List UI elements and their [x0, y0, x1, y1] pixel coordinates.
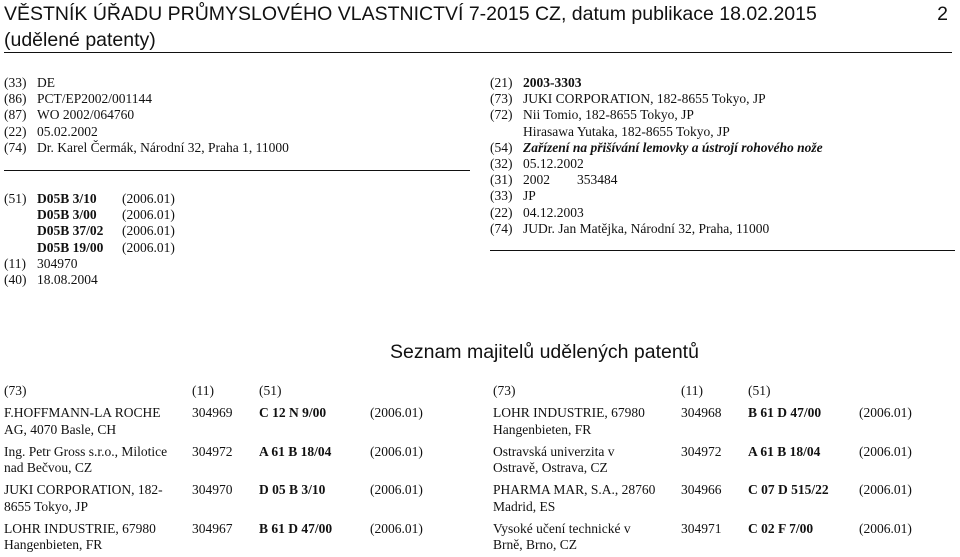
inid-code: (33) — [4, 75, 27, 90]
inid-code: (51) — [4, 191, 27, 206]
ipc-row — [4, 240, 474, 256]
record-value: JUDr. Jan Matějka, Národní 32, Praha, 11000 — [523, 220, 770, 236]
patent-number: 304968 — [681, 405, 722, 420]
patent-number: 304969 — [192, 405, 233, 420]
record-value: Nii Tomio, 182-8655 Tokyo, JP — [523, 107, 694, 123]
inid-code: (33) — [490, 188, 513, 204]
record-row — [4, 124, 474, 140]
record-value: 05.12.2002 — [523, 155, 584, 171]
record-value: JP — [523, 188, 536, 204]
owners-table-left — [4, 383, 474, 553]
record-row — [490, 75, 955, 91]
column-header: (51) — [259, 383, 282, 398]
record-value: 04.12.2003 — [523, 204, 584, 220]
inid-code: (54) — [490, 139, 513, 155]
owner-name: Vysoké učení technické v Brně, Brno, CZ — [493, 520, 631, 552]
owner-row — [493, 405, 960, 441]
patent-number: 304966 — [681, 482, 722, 497]
inid-code: (22) — [4, 123, 27, 139]
owner-name: LOHR INDUSTRIE, 67980 Hangenbieten, FR — [493, 405, 645, 437]
record-value: Zařízení na přišívání lemovky a ústrojí rohového nože — [523, 139, 823, 155]
record-value: Dr. Karel Čermák, Národní 32, Praha 1, 11000 — [37, 139, 289, 155]
right-patent-record — [490, 75, 955, 237]
owner-row — [4, 405, 474, 441]
owner-row — [4, 444, 474, 480]
record-value: JUKI CORPORATION, 182-8655 Tokyo, JP — [523, 91, 766, 107]
ipc-date: (2006.01) — [859, 443, 912, 459]
inid-code: (87) — [4, 107, 27, 123]
record-row — [4, 140, 474, 156]
ipc-class: C 12 N 9/00 — [259, 405, 327, 420]
column-header: (11) — [681, 383, 703, 398]
ipc-date: (2006.01) — [859, 520, 912, 536]
record-value: 18.08.2004 — [37, 272, 98, 288]
ipc-class: A 61 B 18/04 — [259, 443, 332, 459]
record-row — [490, 140, 955, 156]
patent-number: 304970 — [192, 482, 233, 497]
column-header: (73) — [493, 383, 516, 398]
record-row — [490, 172, 955, 188]
record-value: DE — [37, 75, 55, 90]
right-record-divider — [490, 250, 955, 251]
owner-row — [4, 521, 474, 557]
inid-code: (86) — [4, 91, 27, 107]
owner-row — [493, 444, 960, 480]
bulletin-subtitle: (udělené patenty) — [4, 29, 156, 51]
owners-table-right — [493, 383, 960, 553]
inid-code: (22) — [490, 204, 513, 220]
ipc-class: B 61 D 47/00 — [748, 405, 822, 420]
record-row — [490, 124, 955, 140]
inid-code: (31) — [490, 172, 513, 188]
column-header: (73) — [4, 383, 27, 398]
record-row — [4, 75, 474, 91]
owner-name: Ing. Petr Gross s.r.o., Milotice nad Bečvou, CZ — [4, 443, 168, 475]
inid-code: (32) — [490, 155, 513, 171]
bulletin-title: VĚSTNÍK ÚŘADU PRŮMYSLOVÉHO VLASTNICTVÍ 7-2015 CZ, datum publikace 18.02.2015 — [4, 3, 817, 25]
ipc-class: D 05 B 3/10 — [259, 482, 326, 497]
patent-number: 304972 — [192, 443, 233, 459]
record-row — [490, 91, 955, 107]
owner-name: F.HOFFMANN-LA ROCHE AG, 4070 Basle, CH — [4, 405, 161, 437]
ipc-date: (2006.01) — [859, 482, 912, 497]
ipc-class: D05B 3/00 — [37, 207, 97, 223]
record-value: 2003-3303 — [523, 75, 582, 90]
owner-row — [4, 482, 474, 518]
ipc-date: (2006.01) — [122, 223, 175, 239]
ipc-class: D05B 19/00 — [37, 239, 104, 255]
ipc-class: C 07 D 515/22 — [748, 482, 829, 497]
owner-name: JUKI CORPORATION, 182-8655 Tokyo, JP — [4, 482, 163, 514]
ipc-date: (2006.01) — [370, 443, 423, 459]
left-record-divider — [4, 170, 470, 171]
owner-row — [493, 482, 960, 518]
header-divider — [4, 52, 952, 53]
record-value: Hirasawa Yutaka, 182-8655 Tokyo, JP — [523, 123, 730, 139]
ipc-row — [4, 191, 474, 207]
ipc-row — [4, 207, 474, 223]
page-number: 2 — [937, 3, 948, 25]
ipc-class: D05B 3/10 — [37, 191, 97, 206]
record-row — [4, 91, 474, 107]
record-row — [490, 221, 955, 237]
record-value: 05.02.2002 — [37, 123, 98, 139]
ipc-date: (2006.01) — [370, 482, 423, 497]
record-value: WO 2002/064760 — [37, 107, 135, 123]
owner-name: LOHR INDUSTRIE, 67980 Hangenbieten, FR — [4, 520, 156, 552]
patent-number: 304971 — [681, 520, 722, 536]
record-row — [4, 272, 474, 288]
record-value: 2002 353484 — [523, 172, 618, 188]
ipc-row — [4, 223, 474, 239]
owner-name: Ostravská univerzita v Ostravě, Ostrava, CZ — [493, 443, 615, 475]
inid-code: (21) — [490, 75, 513, 90]
record-row — [490, 156, 955, 172]
inid-code: (11) — [4, 256, 26, 271]
ipc-date: (2006.01) — [370, 405, 423, 420]
patent-number: 304967 — [192, 520, 233, 536]
owner-row — [493, 521, 960, 557]
inid-code: (73) — [490, 91, 513, 107]
record-row — [4, 256, 474, 272]
column-header: (11) — [192, 383, 214, 398]
inid-code: (40) — [4, 272, 27, 288]
record-row — [4, 107, 474, 123]
patent-number: 304972 — [681, 443, 722, 459]
ipc-date: (2006.01) — [370, 520, 423, 536]
column-header: (51) — [748, 383, 771, 398]
record-value: PCT/EP2002/001144 — [37, 91, 153, 107]
inid-code: (74) — [4, 139, 27, 155]
inid-code: (72) — [490, 107, 513, 123]
ipc-class: A 61 B 18/04 — [748, 443, 821, 459]
ipc-class: B 61 D 47/00 — [259, 520, 333, 536]
record-value: 304970 — [37, 256, 78, 271]
owners-list-title: Seznam majitelů udělených patentů — [390, 341, 699, 363]
owner-name: PHARMA MAR, S.A., 28760 Madrid, ES — [493, 482, 656, 514]
inid-code: (74) — [490, 220, 513, 236]
ipc-date: (2006.01) — [122, 239, 175, 255]
record-row — [490, 107, 955, 123]
ipc-date: (2006.01) — [122, 191, 175, 206]
record-row — [490, 188, 955, 204]
ipc-date: (2006.01) — [122, 207, 175, 223]
ipc-class: C 02 F 7/00 — [748, 520, 814, 536]
record-row — [490, 205, 955, 221]
ipc-class: D05B 37/02 — [37, 223, 104, 239]
left-patent-record — [4, 75, 474, 288]
ipc-date: (2006.01) — [859, 405, 912, 420]
